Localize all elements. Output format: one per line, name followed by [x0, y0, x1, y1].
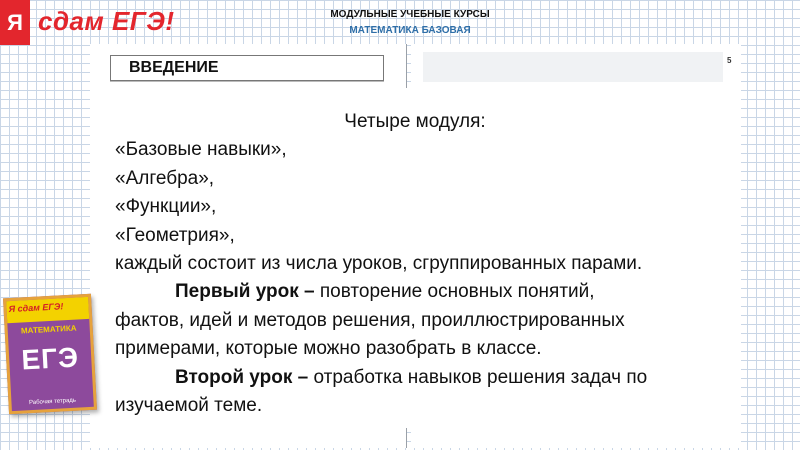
course-subject-title: МАТЕМАТИКА БАЗОВАЯ: [349, 25, 471, 36]
page-header-block: [423, 52, 723, 82]
first-lesson-continuation: фактов, идей и методов решения, проиллюстрированных: [115, 309, 625, 331]
book-cover-title: ЕГЭ: [20, 341, 80, 376]
book-cover-subject: МАТЕМАТИКА: [20, 323, 77, 336]
section-title: ВВЕДЕНИЕ: [129, 59, 219, 76]
second-lesson-label: Второй урок –: [175, 366, 309, 388]
first-lesson-line: [115, 278, 715, 306]
first-lesson-continuation: примерами, которые можно разобрать в классе.: [115, 338, 542, 360]
first-lesson-text: повторение основных понятий,: [314, 281, 595, 303]
module-item: «Геометрия»,: [115, 224, 235, 246]
workbook-cover-image: [3, 294, 97, 414]
content-text: [115, 108, 715, 420]
course-series-title: МОДУЛЬНЫЕ УЧЕБНЫЕ КУРСЫ: [330, 9, 490, 20]
second-lesson-line: [115, 364, 715, 392]
content-card: [103, 88, 725, 428]
structure-line: каждый состоит из числа уроков, сгруппированных парами.: [115, 253, 643, 275]
logo-letter: Я: [0, 0, 30, 45]
page-number: 5: [727, 56, 732, 65]
first-lesson-label: Первый урок –: [175, 281, 315, 303]
module-item: «Функции»,: [115, 196, 217, 218]
brand-logo: [0, 0, 190, 45]
second-lesson-continuation: изучаемой теме.: [115, 395, 263, 417]
module-item: «Базовые навыки»,: [115, 139, 287, 161]
book-cover-caption: Рабочая тетрадь: [28, 397, 77, 407]
section-header: [110, 55, 384, 81]
modules-heading: Четыре модуля:: [344, 111, 486, 132]
logo-text: сдам ЕГЭ!: [38, 6, 175, 36]
module-item: «Алгебра»,: [115, 167, 215, 189]
second-lesson-text: отработка навыков решения задач по: [308, 366, 648, 388]
book-cover-brand: Я сдам ЕГЭ!: [6, 297, 89, 323]
